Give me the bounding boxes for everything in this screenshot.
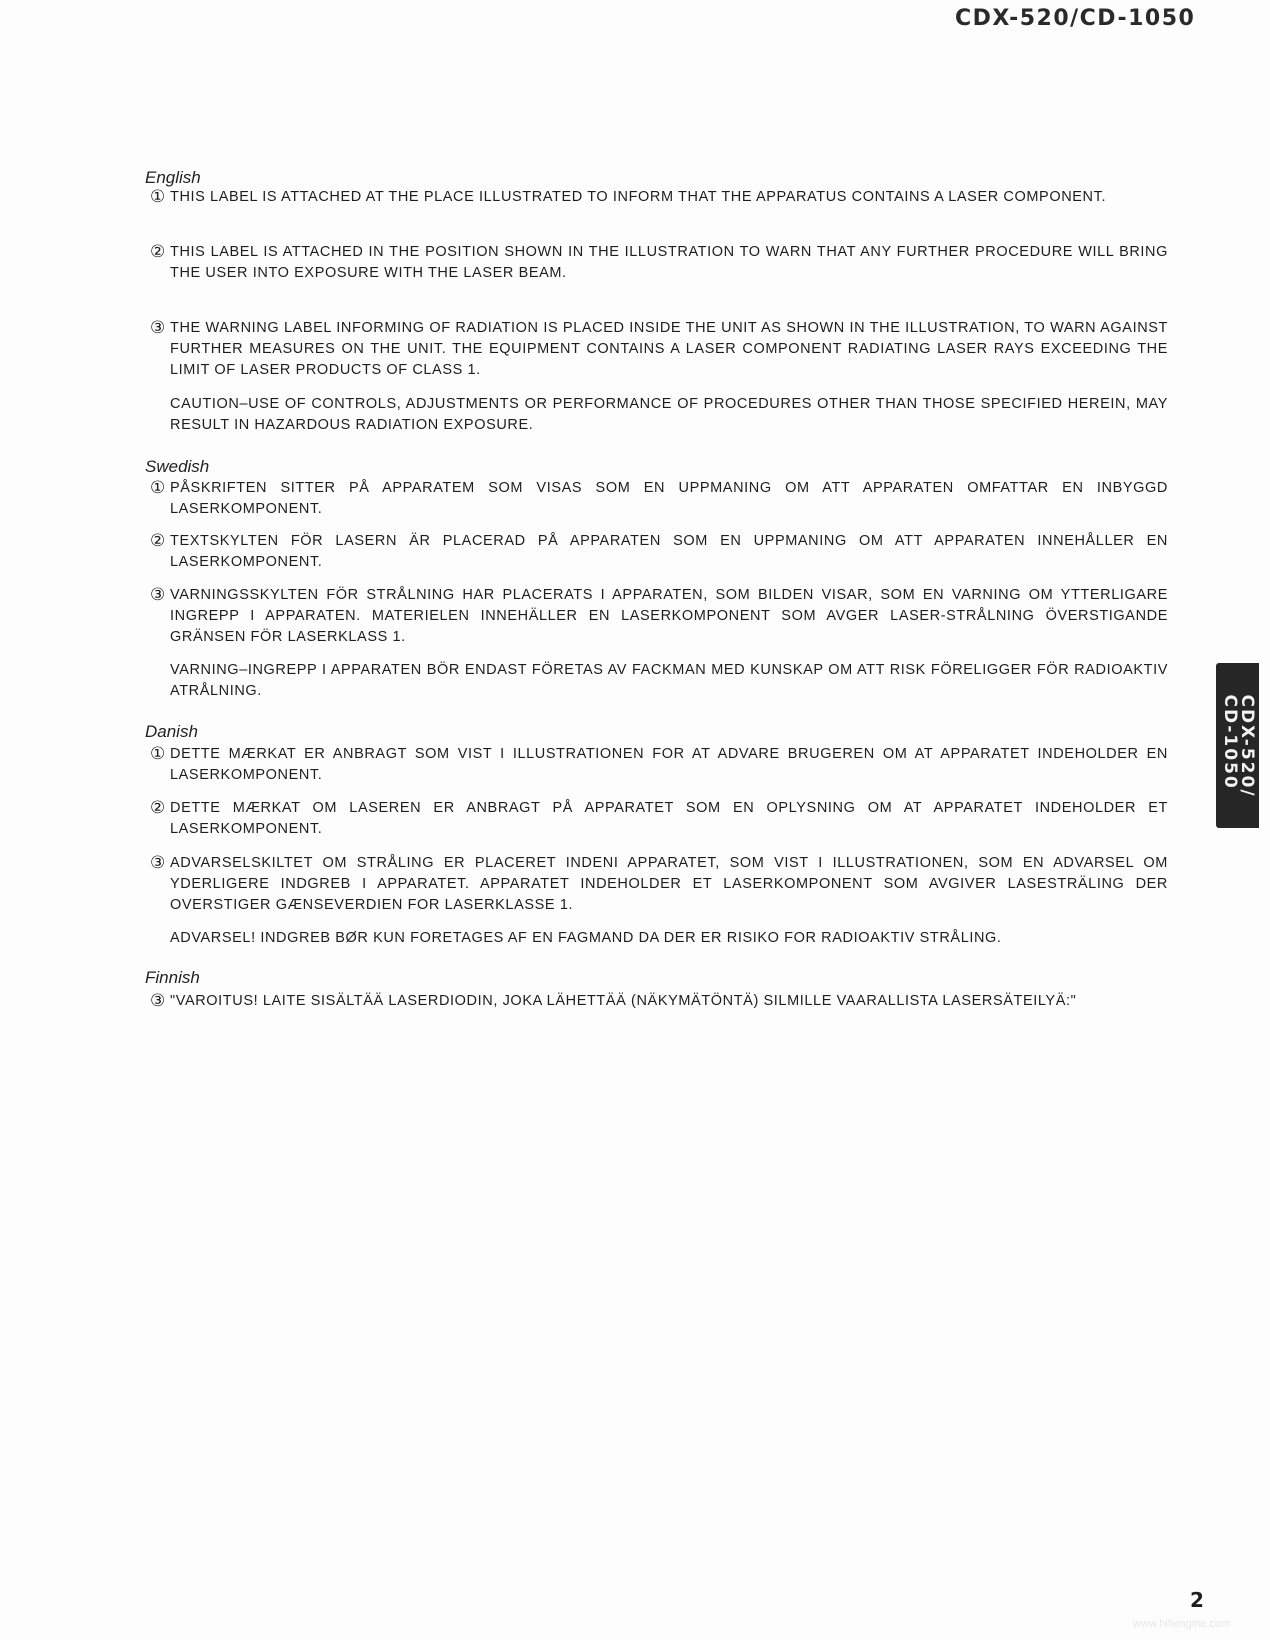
list-item	[150, 187, 1168, 208]
item-text: DETTE MÆRKAT OM LASEREN ER ANBRAGT PÅ APPARATET SOM EN OPLYSNING OM AT APPARATET INDEHOLDER ET LASERKOMPONENT.	[170, 800, 1168, 837]
list-item	[150, 744, 1168, 786]
item-text: THIS LABEL IS ATTACHED AT THE PLACE ILLUSTRATED TO INFORM THAT THE APPARATUS CONTAINS A LASER COMPONENT.	[170, 189, 1107, 205]
circled-number-2: ②	[150, 242, 166, 261]
page-number: 2	[1190, 1588, 1204, 1612]
list-item	[150, 853, 1168, 916]
circled-number-3: ③	[150, 318, 166, 337]
watermark: www.hifiengine.com	[1133, 1618, 1231, 1630]
item-text: VARNING–INGREPP I APPARATEN BÖR ENDAST FÖRETAS AV FACKMAN MED KUNSKAP OM ATT RISK FÖRELIGGER FÖR RADIOAKTIV ATRÅLNING.	[170, 662, 1168, 699]
list-item	[150, 242, 1168, 284]
advarsel-paragraph	[150, 928, 1168, 949]
section-heading-danish: Danish	[145, 722, 198, 741]
circled-number-1: ①	[150, 478, 166, 497]
section-heading-english: English	[145, 168, 201, 187]
warning-paragraph	[150, 660, 1168, 702]
list-item	[150, 478, 1168, 520]
list-item	[150, 531, 1168, 573]
item-text: CAUTION–USE OF CONTROLS, ADJUSTMENTS OR PERFORMANCE OF PROCEDURES OTHER THAN THOSE SPECIFIED HEREIN, MAY RESULT IN HAZARDOUS RADIATION EXPOSURE.	[170, 396, 1168, 433]
item-text: THE WARNING LABEL INFORMING OF RADIATION IS PLACED INSIDE THE UNIT AS SHOWN IN THE ILLUSTRATION, TO WARN AGAINST FURTHER MEASURES ON THE UNIT. THE EQUIPMENT CONTAINS A LASER COMPONENT RADIATING LASER RAYS EXCEEDING THE LIMIT OF LASER PRODUCTS OF CLASS 1.	[170, 320, 1168, 378]
item-text: TEXTSKYLTEN FÖR LASERN ÄR PLACERAD PÅ APPARATEN SOM EN UPPMANING OM ATT APPARATEN INNEHÅLLER EN LASERKOMPONENT.	[170, 533, 1168, 570]
item-text: PÅSKRIFTEN SITTER PÅ APPARATEM SOM VISAS SOM EN UPPMANING OM ATT APPARATEN OMFATTAR EN INBYGGD LASERKOMPONENT.	[170, 480, 1168, 517]
circled-number-1: ①	[150, 187, 166, 206]
list-item	[150, 585, 1168, 648]
list-item	[150, 991, 1168, 1012]
section-heading-swedish: Swedish	[145, 457, 210, 476]
circled-number-1: ①	[150, 744, 166, 763]
side-tab-label: CDX-520/ CD-1050	[1219, 693, 1257, 798]
item-text: ADVARSEL! INDGREB BØR KUN FORETAGES AF EN FAGMAND DA DER ER RISIKO FOR RADIOAKTIV STRÅLING.	[170, 930, 1002, 946]
item-text: VARNINGSSKYLTEN FÖR STRÅLNING HAR PLACERATS I APPARATEN, SOM BILDEN VISAR, SOM EN VARNING OM YTTERLIGARE INGREPP I APPARATEN. MATERIELEN INNEHÄLLER EN LASERKOMPONENT SOM AVGER LASER-STRÅLNING ÖVERSTIGANDE GRÄNSEN FÖR LASERKLASS 1.	[170, 587, 1168, 645]
circled-number-3: ③	[150, 585, 166, 604]
list-item	[150, 798, 1168, 840]
item-text: THIS LABEL IS ATTACHED IN THE POSITION SHOWN IN THE ILLUSTRATION TO WARN THAT ANY FURTHER PROCEDURE WILL BRING THE USER INTO EXPOSURE WITH THE LASER BEAM.	[170, 244, 1168, 281]
item-text: "VAROITUS! LAITE SISÄLTÄÄ LASERDIODIN, JOKA LÄHETTÄÄ (NÄKYMÄTÖNTÄ) SILMILLE VAARALLISTA LASERSÄTEILYÄ:"	[170, 993, 1077, 1009]
item-text: DETTE MÆRKAT ER ANBRAGT SOM VIST I ILLUSTRATIONEN FOR AT ADVARE BRUGEREN OM AT APPARATET INDEHOLDER EN LASERKOMPONENT.	[170, 746, 1168, 783]
circled-number-3: ③	[150, 991, 166, 1010]
side-model-tab	[1216, 663, 1259, 828]
caution-paragraph	[150, 394, 1168, 436]
item-text: ADVARSELSKILTET OM STRÅLING ER PLACERET INDENI APPARATET, SOM VIST I ILLUSTRATIONEN, SOM EN ADVARSEL OM YDERLIGERE INDGREB I APPARATET. APPARATET INDEHOLDER ET LASERKOMPONENT SOM AVGIVER LASESTRÄLING DER OVERSTIGER GÆNSEVERDIEN FOR LASERKLASSE 1.	[170, 855, 1168, 913]
circled-number-2: ②	[150, 798, 166, 817]
section-heading-finnish: Finnish	[145, 968, 200, 987]
list-item	[150, 318, 1168, 381]
model-header: CDX-520/CD-1050	[955, 6, 1196, 31]
circled-number-3: ③	[150, 853, 166, 872]
circled-number-2: ②	[150, 531, 166, 550]
